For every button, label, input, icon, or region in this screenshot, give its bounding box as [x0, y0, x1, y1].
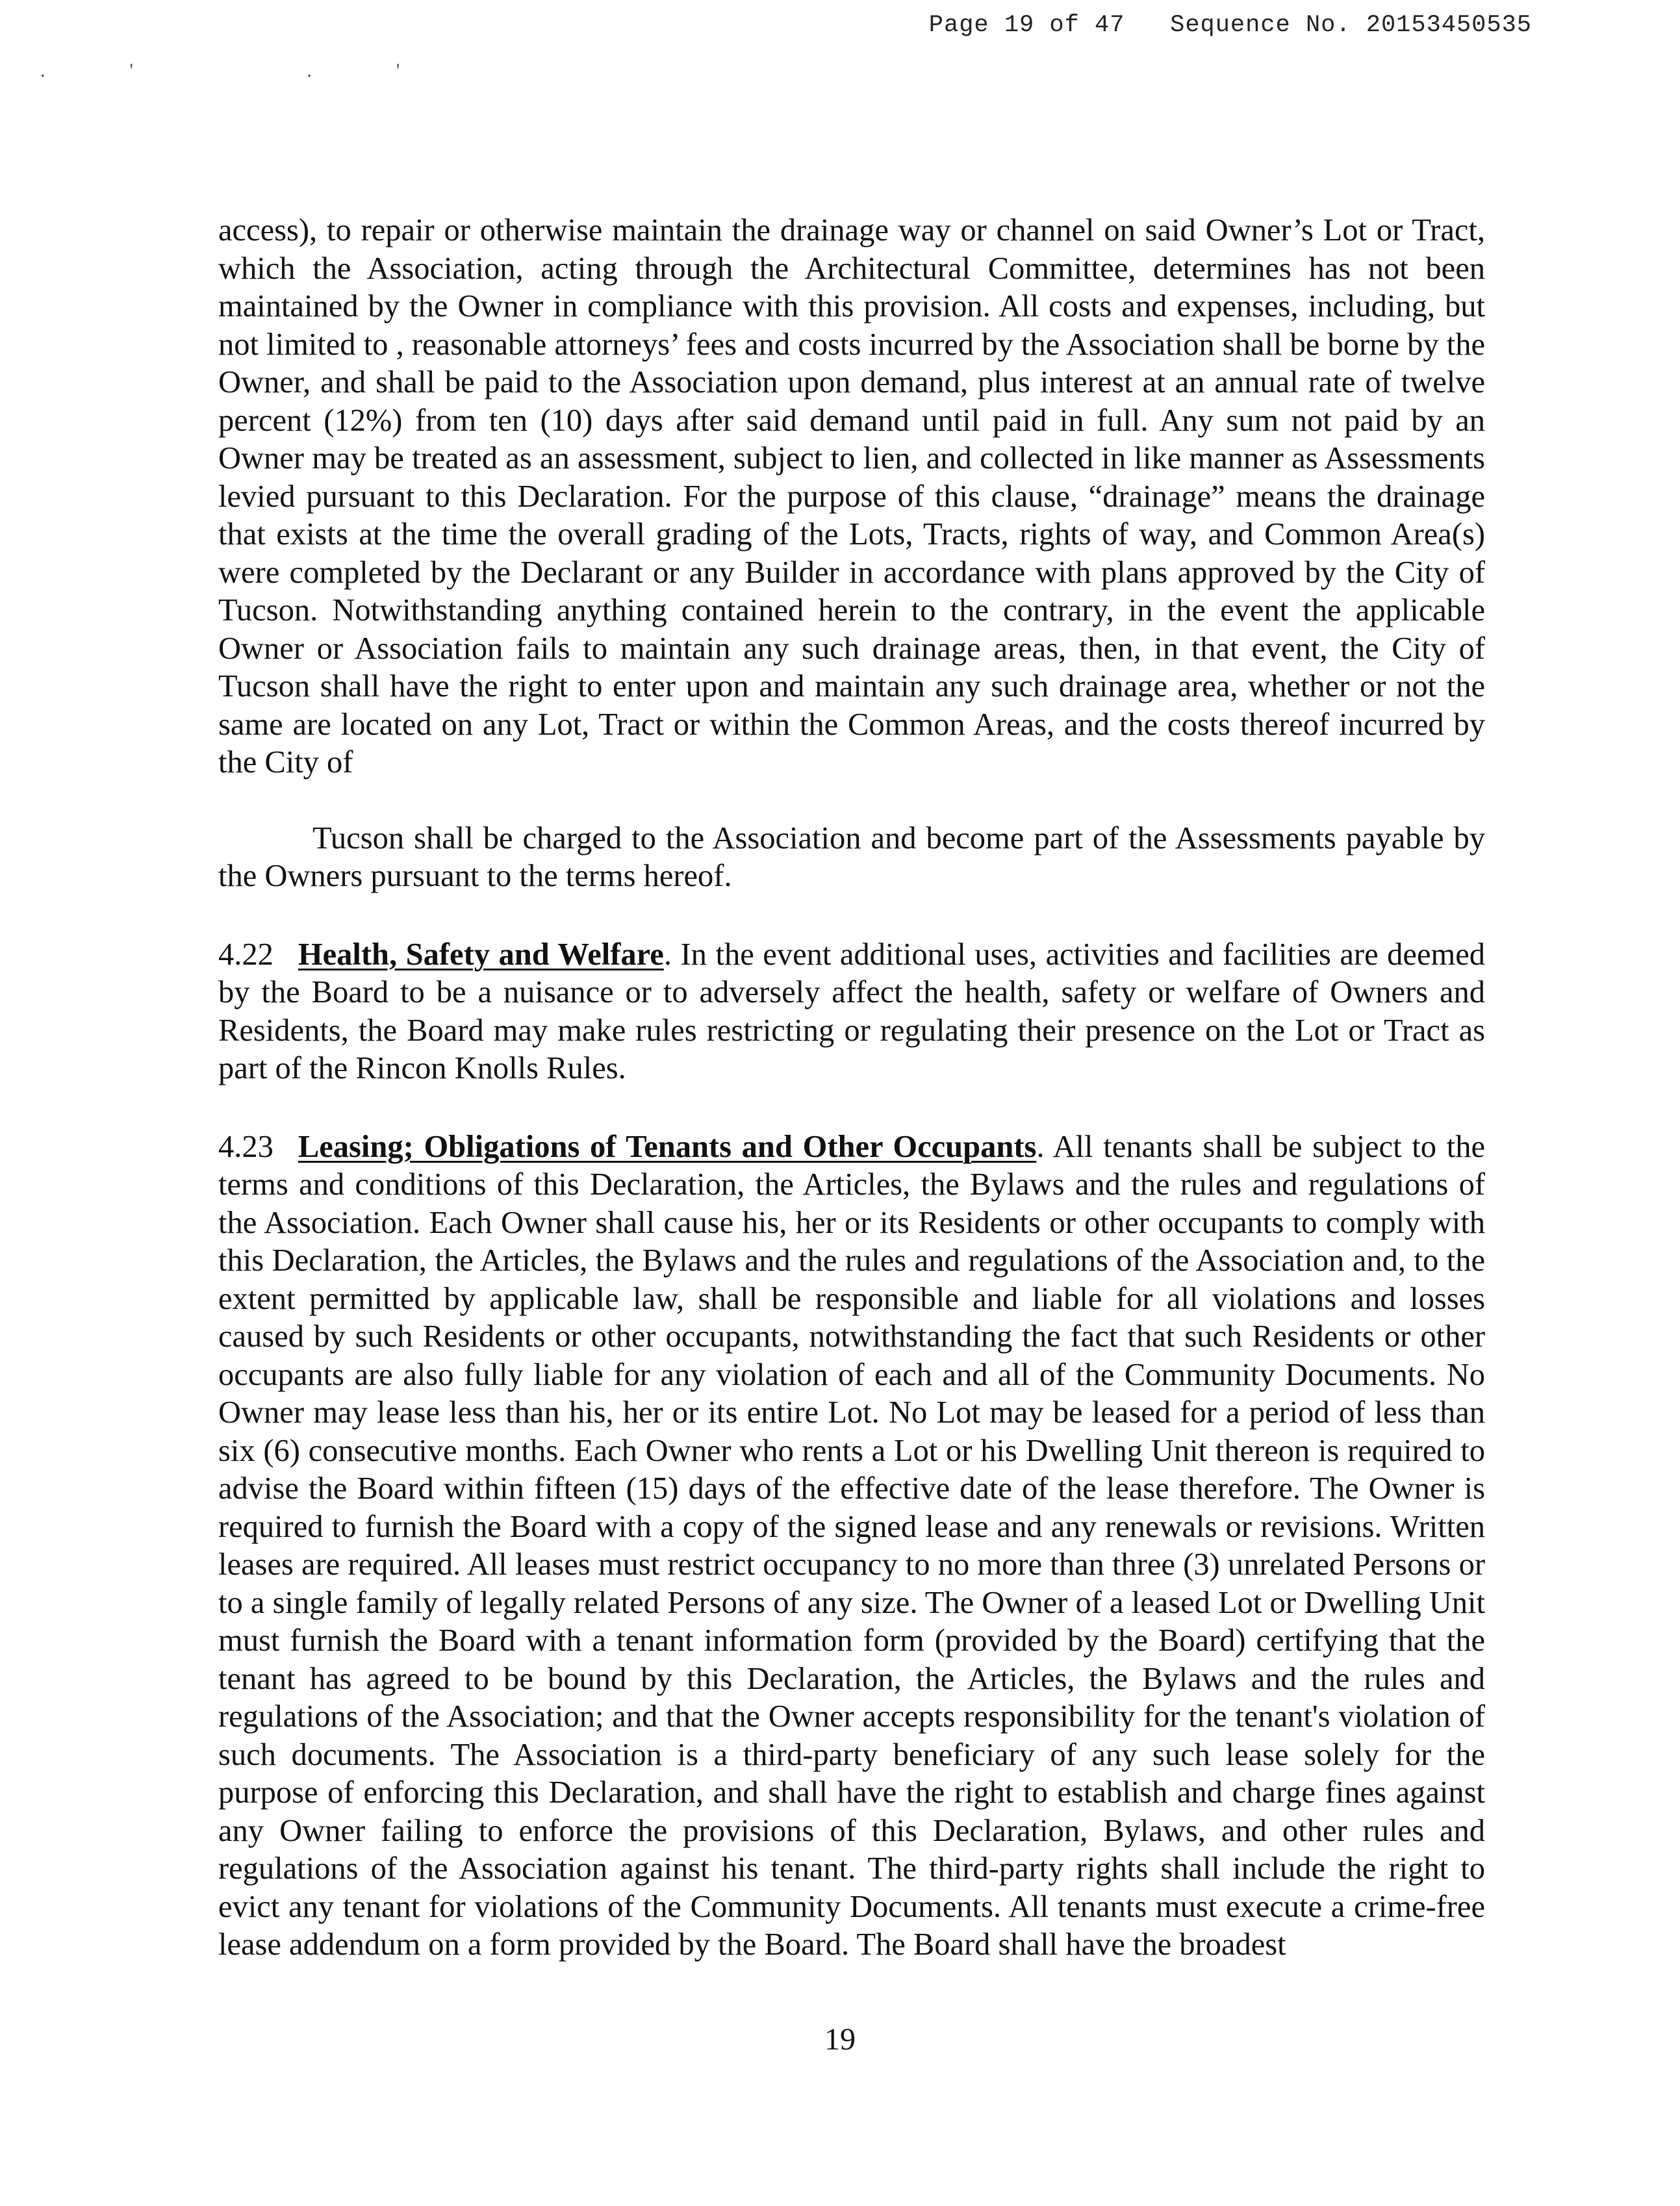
- continued-paragraph: access), to repair or otherwise maintain the drainage way or channel on said Owner’s Lot or Tract, which the Association, acting through the Architectural Committee, determines has not been maintained by the Owner in compliance with this provision. All costs and expenses, including, but not limited to , reasonable attorneys’ fees and costs incurred by the Association shall be borne by the Owner, and shall be paid to the Association upon demand, plus interest at an annual rate of twelve percent (12%) from ten (10) days after said demand until paid in full. Any sum not paid by an Owner may be treated as an assessment, subject to lien, and collected in like manner as Assessments levied pursuant to this Declaration. For the purpose of this clause, “drainage” means the drainage that exists at the time the overall grading of the Lots, Tracts, rights of way, and Common Area(s) were completed by the Declarant or any Builder in accordance with plans approved by the City of Tucson. Notwithstanding anything contained herein to the contrary, in the event the applicable Owner or Association fails to maintain any such drainage areas, then, in that event, the City of Tucson shall have the right to enter upon and maintain any such drainage area, whether or not the same are located on any Lot, Tract or within the Common Areas, and the costs thereof incurred by the City of: [218, 213, 1485, 780]
- document-body: [218, 212, 1485, 2005]
- section-text: . All tenants shall be subject to the terms and conditions of this Declaration, the Articles, the Bylaws and the rules and regulations of the Association. Each Owner shall cause his, her or its Residents or other occupants to comply with this Declaration, the Articles, the Bylaws and the rules and regulations of the Association and, to the extent permitted by applicable law, shall be responsible and liable for all violations and losses caused by such Residents or other occupants, notwithstanding the fact that such Residents or other occupants are also fully liable for any violation of each and all of the Community Documents. No Owner may lease less than his, her or its entire Lot. No Lot may be leased for a period of less than six (6) consecutive months. Each Owner who rents a Lot or his Dwelling Unit thereon is required to advise the Board within fifteen (15) days of the effective date of the lease therefore. The Owner is required to furnish the Board with a copy of the signed lease and any renewals or revisions. Written leases are required. All leases must restrict occupancy to no more than three (3) unrelated Persons or to a single family of legally related Persons of any size. The Owner of a leased Lot or Dwelling Unit must furnish the Board with a tenant information form (provided by the Board) certifying that the tenant has agreed to be bound by this Declaration, the Articles, the Bylaws and the rules and regulations of the Association; and that the Owner accepts responsibility for the tenant's violation of such documents. The Association is a third-party beneficiary of any such lease solely for the purpose of enforcing this Declaration, and shall have the right to establish and charge fines against any Owner failing to enforce the provisions of this Declaration, Bylaws, and other rules and regulations of the Association against his tenant. The third-party rights shall include the right to evict any tenant for violations of the Community Documents. All tenants must execute a crime-free lease addendum on a form provided by the Board. The Board shall have the broadest: [218, 1129, 1485, 1962]
- sequence-number-label: Sequence No. 20153450535: [1170, 12, 1532, 39]
- indented-paragraph: Tucson shall be charged to the Association and become part of the Assessments payable by the Owners pursuant to the terms hereof.: [218, 820, 1485, 893]
- section-number: 4.23: [218, 1129, 274, 1164]
- page-count-label: Page 19 of 47: [928, 12, 1125, 39]
- section-number: 4.22: [218, 937, 274, 972]
- section-4-22: [218, 936, 1485, 1088]
- section-title: Health, Safety and Welfare: [298, 937, 664, 972]
- section-title: Leasing; Obligations of Tenants and Other Occupants: [298, 1129, 1037, 1164]
- section-text: . In the event additional uses, activities and facilities are deemed by the Board to be a nuisance or to adversely affect the health, safety or welfare of Owners and Residents, the Board may make rules restricting or regulating their presence on the Lot or Tract as part of the Rincon Knolls Rules.: [218, 937, 1485, 1085]
- page-number: 19: [824, 2022, 856, 2057]
- scan-specks: .' .': [40, 60, 485, 81]
- page-header: [929, 12, 1532, 39]
- section-4-23: [218, 1128, 1485, 1964]
